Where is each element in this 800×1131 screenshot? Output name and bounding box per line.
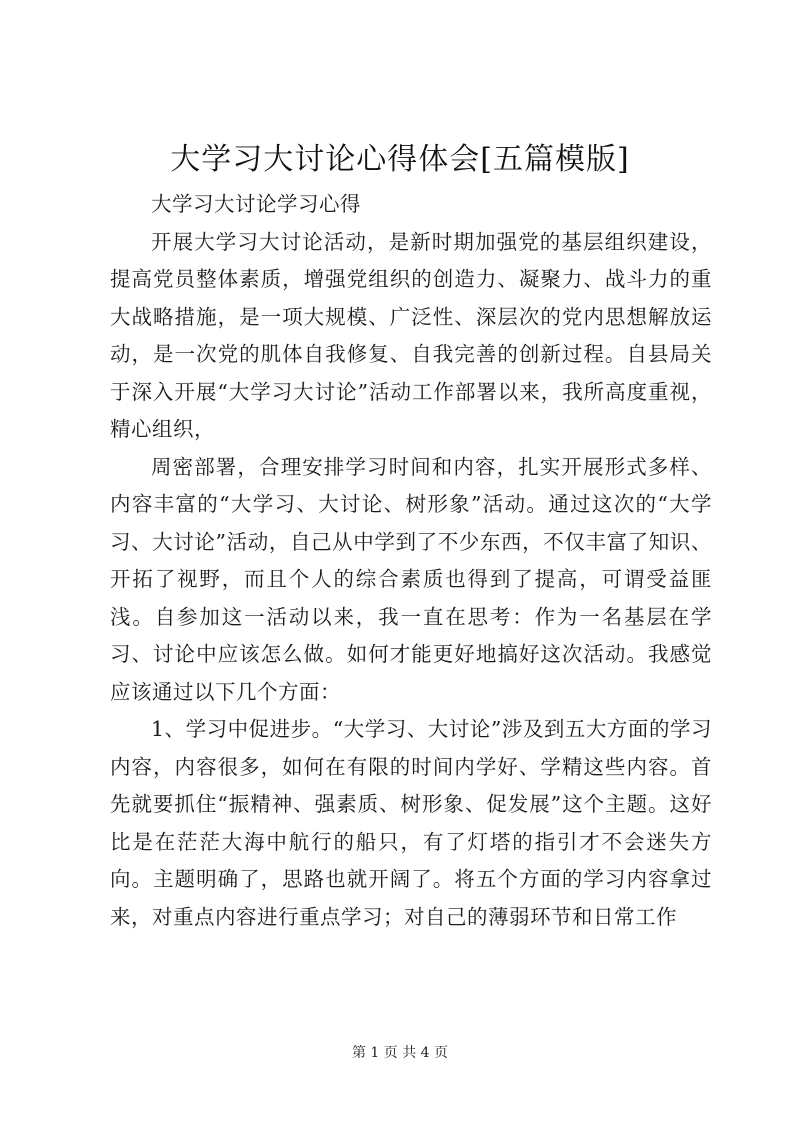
body-paragraph: 开展大学习大讨论活动，是新时期加强党的基层组织建设，提高党员整体素质，增强党组织的创造力、凝聚力、战斗力的重大战略措施，是一项大规模、广泛性、深层次的党内思想解放运动，是一次党的肌体自我修复、自我完善的创新过程。自县局关于深入开展“大学习大讨论”活动工作部署以来，我所高度重视，精心组织， bbox=[110, 229, 712, 441]
document-title: 大学习大讨论心得体会[五篇模版] bbox=[170, 142, 630, 177]
subtitle-paragraph: 大学习大讨论学习心得 bbox=[151, 192, 361, 216]
body-paragraph: 周密部署，合理安排学习时间和内容，扎实开展形式多样、内容丰富的“大学习、大讨论、树形象”活动。通过这次的“大学习、大讨论”活动，自己从中学到了不少东西，不仅丰富了知识、开拓了视野，而且个人的综合素质也得到了提高，可谓受益匪浅。自参加这一活动以来，我一直在思考：作为一名基层在学习、讨论中应该怎么做。如何才能更好地搞好这次活动。我感觉应该通过以下几个方面： bbox=[110, 454, 712, 704]
body-paragraph: 1、学习中促进步。“大学习、大讨论”涉及到五大方面的学习内容，内容很多，如何在有限的时间内学好、学精这些内容。首先就要抓住“振精神、强素质、树形象、促发展”这个主题。这好比是在茫茫大海中航行的船只，有了灯塔的指引才不会迷失方向。主题明确了，思路也就开阔了。将五个方面的学习内容拿过来，对重点内容进行重点学习；对自己的薄弱环节和日常工作 bbox=[110, 717, 712, 929]
document-body bbox=[110, 186, 712, 936]
page-number-footer: 第 1 页 共 4 页 bbox=[351, 1045, 449, 1061]
